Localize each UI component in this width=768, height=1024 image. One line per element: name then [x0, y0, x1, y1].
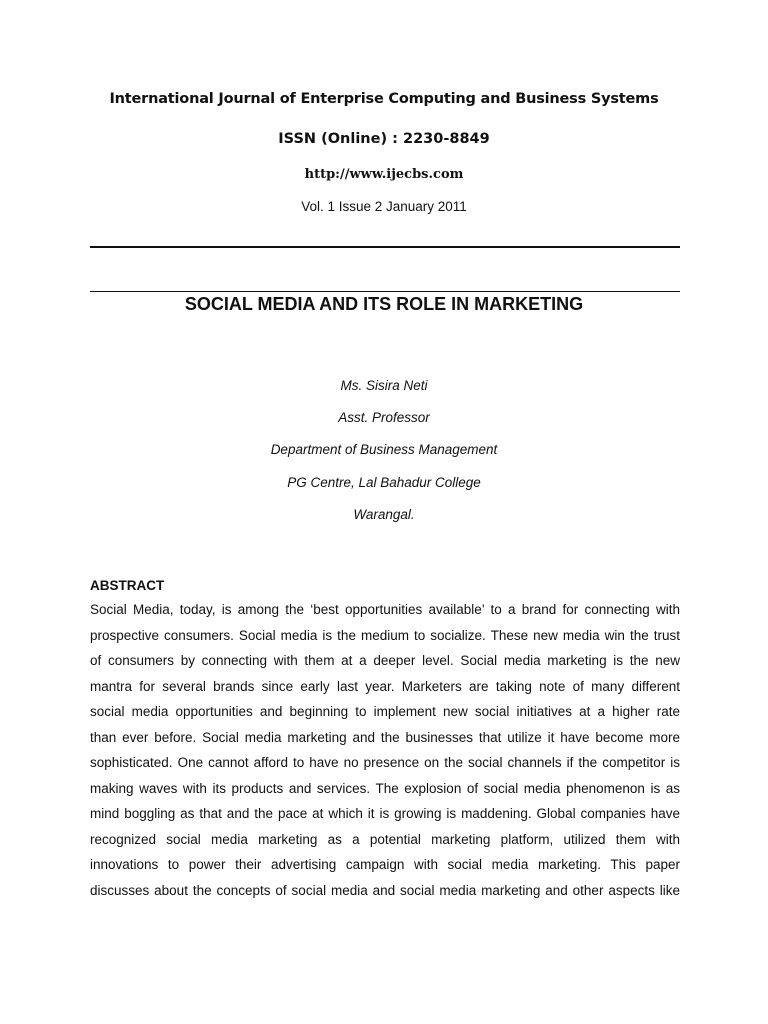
author-department: Department of Business Management [270, 442, 498, 457]
volume-issue: Vol. 1 Issue 2 January 2011 [301, 199, 467, 214]
abstract-line: mantra for several brands since early last year. Marketers are taking note of many different [90, 678, 680, 694]
author-city: Warangal. [353, 507, 415, 522]
abstract-heading: ABSTRACT [90, 578, 165, 593]
title-divider [90, 291, 680, 292]
abstract-body [90, 597, 680, 903]
abstract-line: discusses about the concepts of social media and social media marketing and other aspects like [90, 882, 680, 898]
header-divider [90, 246, 680, 248]
abstract-line: sophisticated. One cannot afford to have no presence on the social channels if the competitor is [90, 755, 680, 770]
author-name: Ms. Sisira Neti [340, 378, 428, 393]
author-institution: PG Centre, Lal Bahadur College [287, 475, 481, 490]
journal-name: International Journal of Enterprise Computing and Business Systems [109, 91, 659, 107]
abstract-line: making waves with its products and services. The explosion of social media phenomenon is as [90, 780, 680, 796]
paper-title: SOCIAL MEDIA AND ITS ROLE IN MARKETING [184, 294, 584, 314]
abstract-line: mind boggling as that and the pace at which it is growing is maddening. Global companies have [90, 806, 680, 821]
abstract-line: social media opportunities and beginning to implement new social initiatives at a higher rate [90, 704, 680, 719]
abstract-line: recognized social media marketing as a potential marketing platform, utilized them with [90, 831, 680, 847]
abstract-line: innovations to power their advertising campaign with social media marketing. This paper [90, 857, 680, 872]
abstract-line: Social Media, today, is among the ‘best opportunities available’ to a brand for connecting with [90, 602, 680, 617]
journal-url[interactable]: http://www.ijecbs.com [304, 167, 464, 182]
abstract-line: prospective consumers. Social media is the medium to socialize. These new media win the trust [90, 627, 680, 643]
author-position: Asst. Professor [338, 410, 430, 425]
abstract-line: of consumers by connecting with them at a deeper level. Social media marketing is the new [90, 653, 680, 668]
issn: ISSN (Online) : 2230-8849 [278, 131, 490, 147]
abstract-line: than ever before. Social media marketing and the businesses that utilize it have become more [90, 729, 680, 745]
